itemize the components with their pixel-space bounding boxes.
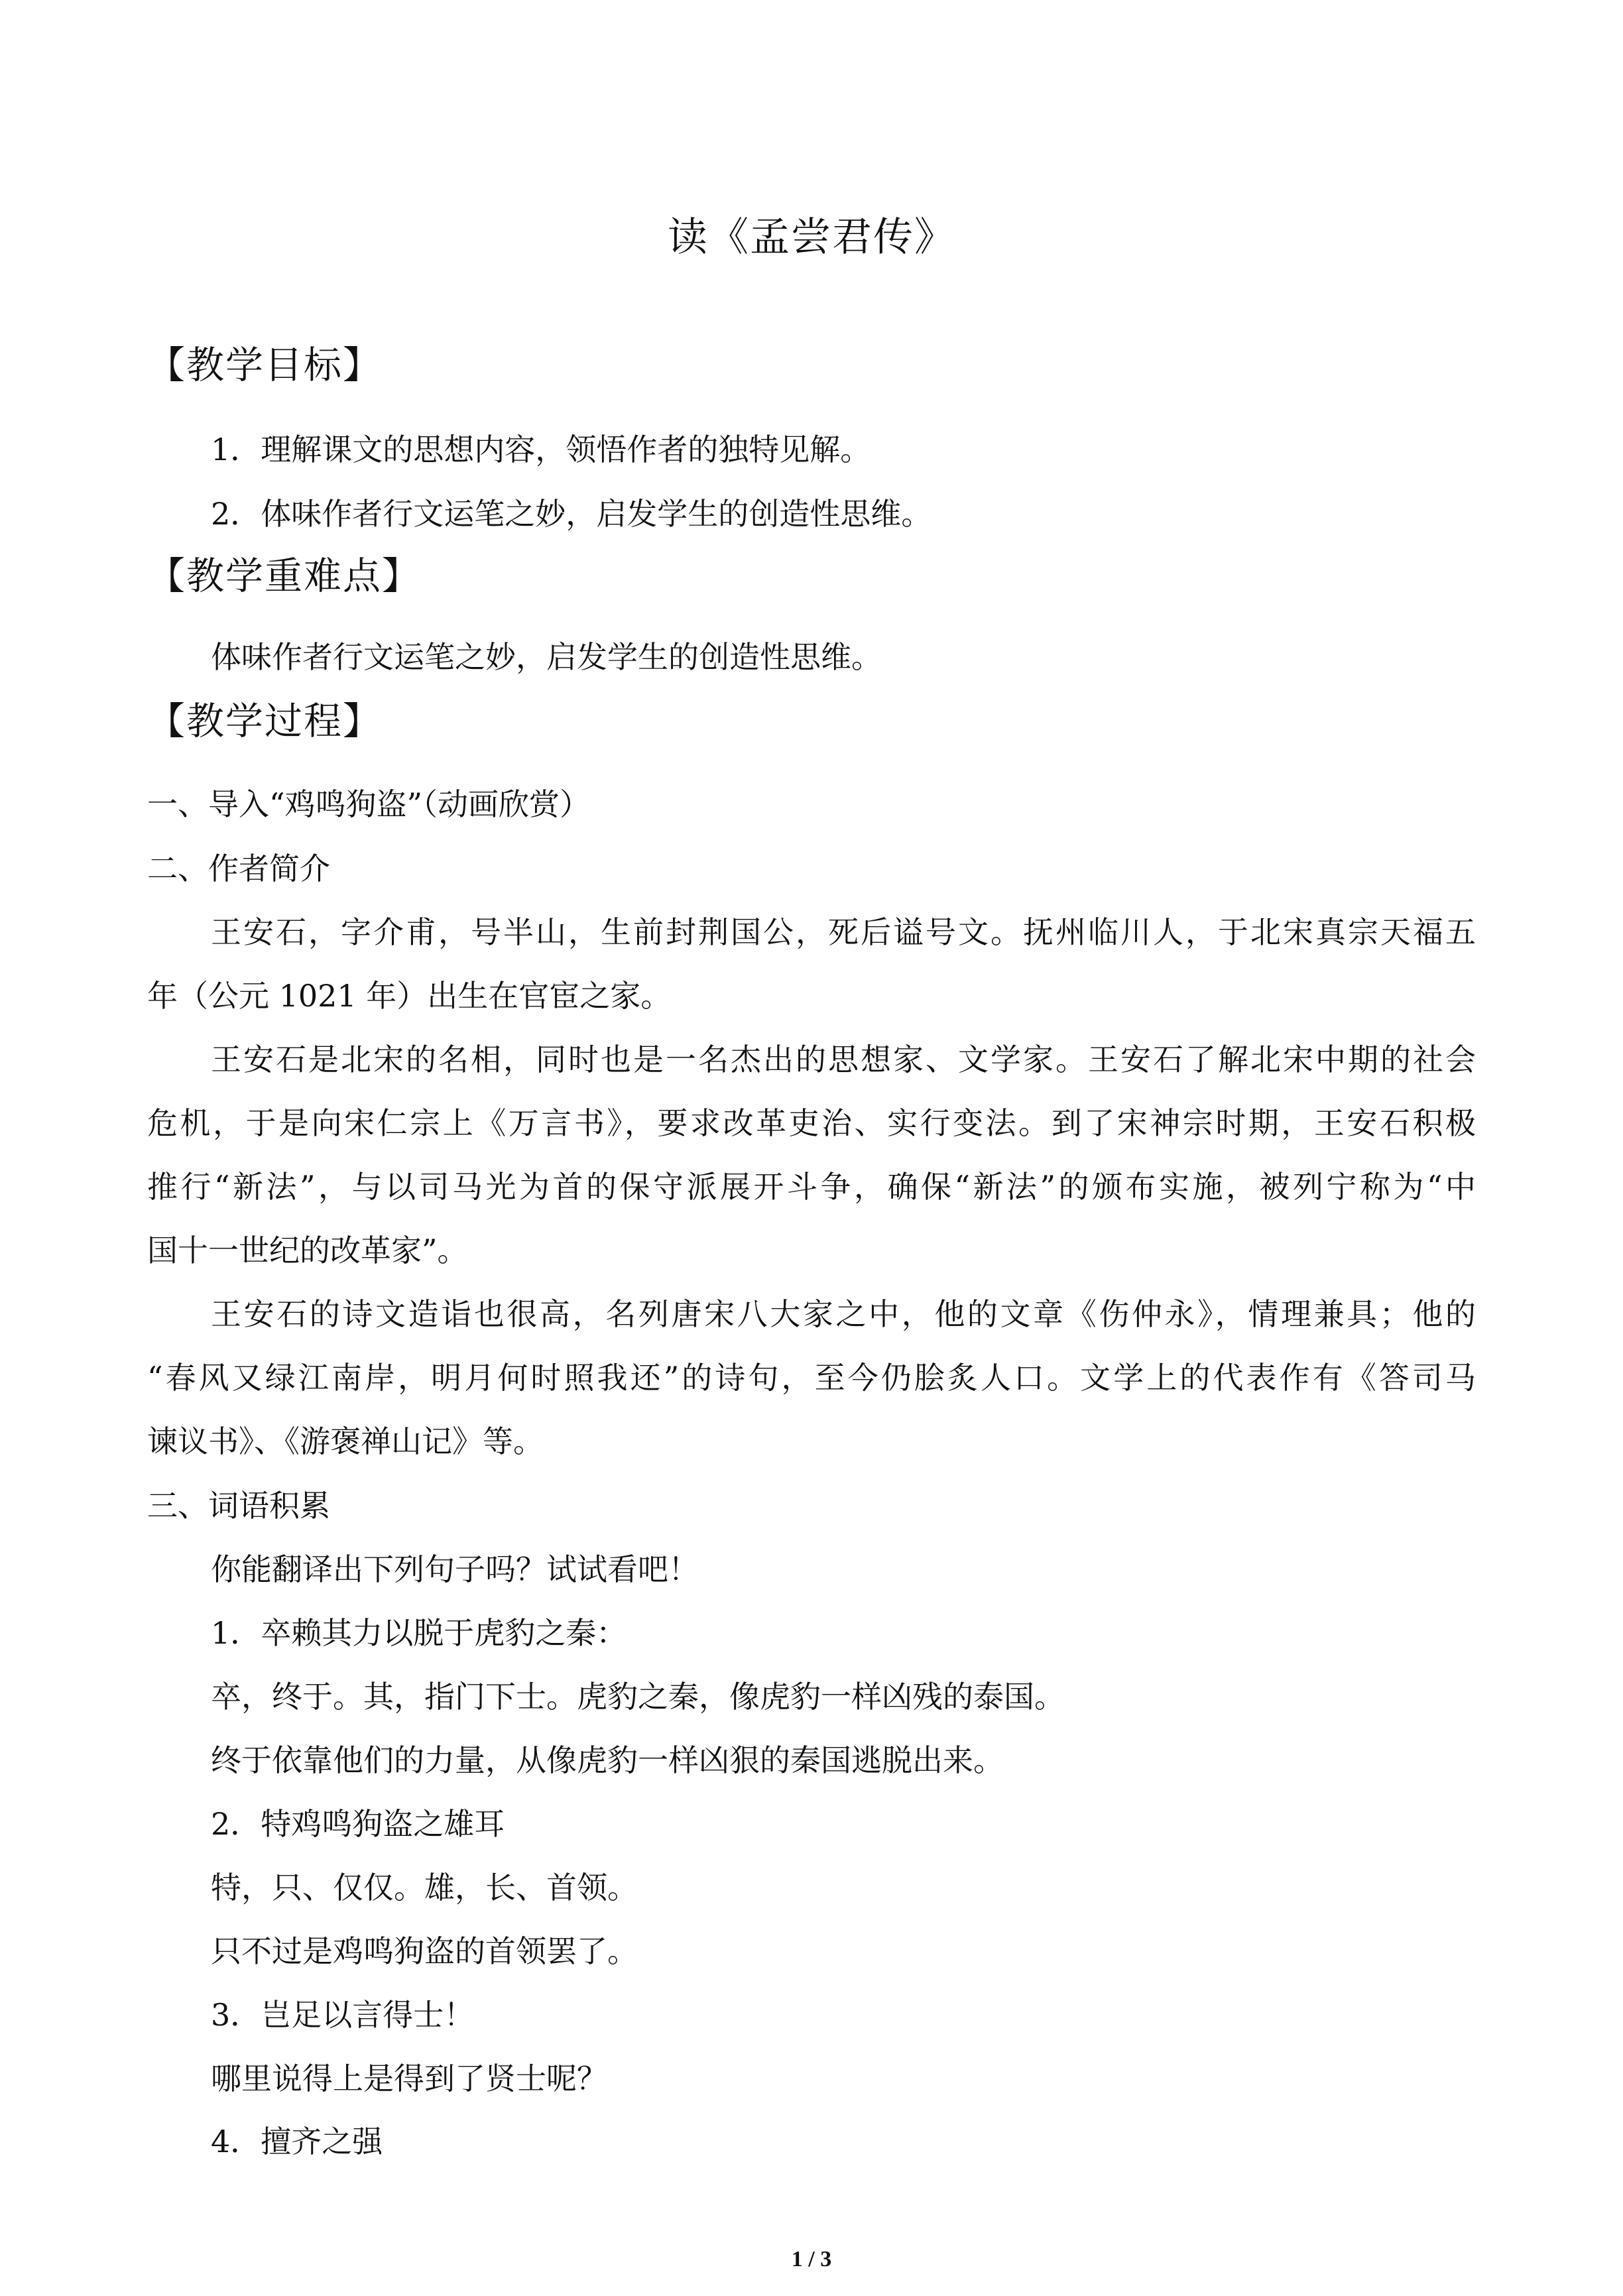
author-paragraph-2-line-1: 王安石是北宋的名相，同时也是一名杰出的思想家、文学家。王安石了解北宋中期的社会 — [211, 1042, 1476, 1077]
author-paragraph-2-line-2: 危机，于是向宋仁宗上《万言书》，要求改革吏治、实行变法。到了宋神宗时期，王安石积极 — [147, 1105, 1476, 1141]
author-paragraph-1-line-1: 王安石，字介甫，号半山，生前封荆国公，死后谥号文。抚州临川人，于北宋真宗天福五 — [211, 914, 1476, 950]
vocab-item-1-note: 卒，终于。其，指门下士。虎豹之秦，像虎豹一样凶残的泰国。 — [211, 1679, 1065, 1715]
vocab-item-4: 4．擅齐之强 — [211, 2124, 383, 2159]
document-title: 读《孟尝君传》 — [668, 214, 955, 261]
author-paragraph-2-line-3: 推行“新法”，与以司马光为首的保守派展开斗争，确保“新法”的颁布实施，被列宁称为“中 — [147, 1169, 1476, 1205]
process-step-2: 二、作者简介 — [147, 851, 330, 886]
author-paragraph-3-line-2: “春风又绿江南岸，明月何时照我还”的诗句，至今仍脍炙人口。文学上的代表作有《答司马 — [147, 1360, 1476, 1396]
vocab-item-2: 2．特鸡鸣狗盗之雄耳 — [211, 1806, 505, 1842]
vocab-intro: 你能翻译出下列句子吗？试试看吧！ — [211, 1551, 699, 1587]
process-step-1: 一、导入“鸡鸣狗盗”（动画欣赏） — [147, 786, 591, 822]
vocab-item-2-translation: 只不过是鸡鸣狗盗的首领罢了。 — [211, 1933, 638, 1969]
vocab-item-3: 3．岂足以言得士！ — [211, 1997, 475, 2033]
vocab-item-3-translation: 哪里说得上是得到了贤士呢？ — [211, 2061, 607, 2096]
process-step-3: 三、词语积累 — [147, 1488, 330, 1524]
objective-item-2: 2．体味作者行文运笔之妙，启发学生的创造性思维。 — [211, 496, 932, 532]
objective-item-1: 1．理解课文的思想内容，领悟作者的独特见解。 — [211, 432, 871, 467]
page-number: 1 / 3 — [791, 2247, 832, 2271]
vocab-item-2-note: 特，只、仅仅。雄，长、首领。 — [211, 1870, 638, 1905]
heading-teaching-objectives: 【教学目标】 — [147, 343, 382, 387]
author-paragraph-1-line-2: 年（公元 1021 年）出生在官宦之家。 — [147, 978, 672, 1014]
heading-key-difficulties: 【教学重难点】 — [147, 554, 421, 598]
author-paragraph-3-line-3: 谏议书》、《游褒禅山记》等。 — [147, 1423, 544, 1459]
difficulty-text: 体味作者行文运笔之妙，启发学生的创造性思维。 — [211, 639, 882, 675]
vocab-item-1-translation: 终于依靠他们的力量，从像虎豹一样凶狠的秦国逃脱出来。 — [211, 1742, 1004, 1778]
vocab-item-1: 1．卒赖其力以脱于虎豹之秦： — [211, 1615, 627, 1651]
heading-teaching-process: 【教学过程】 — [147, 699, 382, 743]
author-paragraph-2-line-4: 国十一世纪的改革家”。 — [147, 1233, 468, 1268]
author-paragraph-3-line-1: 王安石的诗文造诣也很高，名列唐宋八大家之中，他的文章《伤仲永》，情理兼具；他的 — [211, 1296, 1476, 1332]
